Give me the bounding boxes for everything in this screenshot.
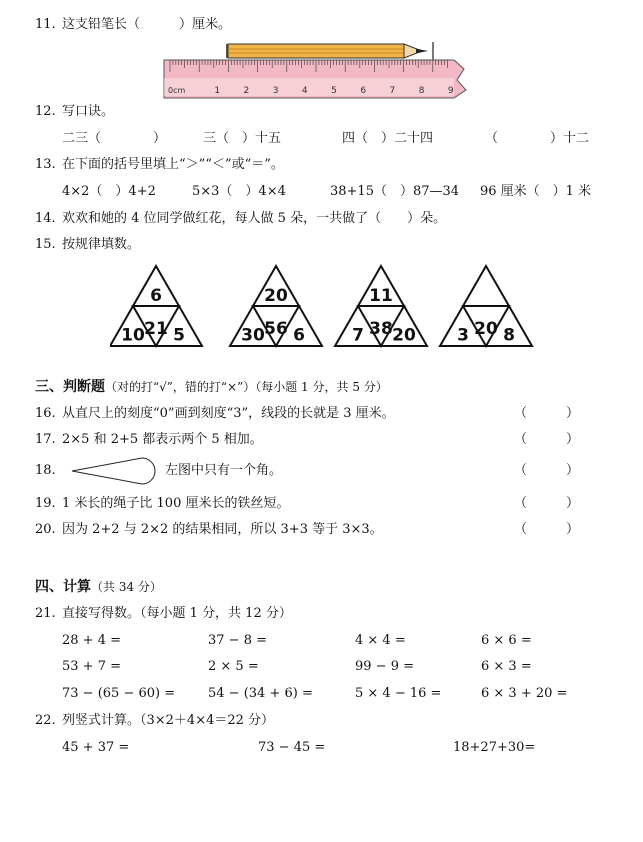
ruler-number-label: 3: [272, 86, 279, 96]
question-text[interactable]: 欢欢和她的 4 位同学做红花，每人做 5 朵，一共做了（ ）朵。: [62, 211, 447, 226]
triangle-puzzles: [110, 260, 550, 350]
number-triangle: [335, 266, 427, 346]
fill-blank-item[interactable]: 四（ ）二十四: [342, 131, 434, 146]
triangle-number-right: 20: [392, 325, 416, 346]
number-triangle: [440, 266, 532, 346]
question-text: 在下面的括号里填上“＞”“＜”或“＝”。: [62, 157, 284, 172]
ruler-number-label: 9: [447, 86, 454, 96]
compare-item[interactable]: 38+15（ ）87—34: [330, 184, 460, 199]
fill-blank-item[interactable]: （ ）十二: [485, 131, 590, 146]
answer-paren[interactable]: （ ）: [514, 522, 580, 537]
compare-item[interactable]: 4×2（ ）4+2: [62, 184, 156, 199]
calc-item[interactable]: 2 × 5 =: [208, 659, 259, 674]
fill-blank-item[interactable]: 二三（ ）: [62, 131, 167, 146]
pencil-ruler-figure: [160, 40, 472, 100]
calc-item[interactable]: 4 × 4 =: [355, 633, 406, 648]
question-text: 1 米长的绳子比 100 厘米长的铁丝短。: [62, 496, 290, 511]
triangle-number-top: 11: [369, 286, 393, 306]
calc-item[interactable]: 6 × 3 =: [481, 659, 532, 674]
triangle-number-left: 7: [352, 325, 364, 346]
vertical-calc-item[interactable]: 73 − 45 =: [258, 740, 326, 755]
triangle-number-right: 8: [503, 325, 515, 346]
calc-item[interactable]: 6 × 3 + 20 =: [481, 686, 568, 701]
answer-paren[interactable]: （ ）: [514, 432, 580, 447]
answer-paren[interactable]: （ ）: [514, 406, 580, 421]
number-triangle: [110, 266, 202, 346]
ruler-zero-label: 0cm: [168, 86, 186, 95]
question-number: 13.: [35, 157, 56, 172]
question-number: 16.: [35, 406, 56, 421]
calc-item[interactable]: 5 × 4 − 16 =: [355, 686, 442, 701]
question-text: 从直尺上的刻度“0”画到刻度“3”，线段的长就是 3 厘米。: [62, 406, 395, 421]
question-number: 15.: [35, 237, 56, 252]
question-text: 左图中只有一个角。: [165, 463, 283, 478]
question-text: 这支铅笔长（ ）厘米。: [62, 17, 232, 32]
ruler-number-label: 4: [301, 86, 308, 96]
ruler-number-label: 2: [243, 86, 250, 96]
section-note: （共 34 分）: [91, 580, 162, 594]
question-number: 14.: [35, 211, 56, 226]
triangle-number-center: 56: [264, 319, 288, 339]
triangle-number-right: 6: [293, 325, 305, 346]
triangle-number-right: 5: [173, 325, 185, 346]
section-title: 三、判断题: [35, 379, 105, 395]
answer-paren[interactable]: （ ）: [514, 496, 580, 511]
calc-item[interactable]: 54 − (34 + 6) =: [208, 686, 313, 701]
compare-item[interactable]: 5×3（ ）4×4: [192, 184, 286, 199]
ruler-icon: [164, 60, 466, 98]
triangle-number-left: 30: [241, 325, 265, 346]
question-text: 因为 2+2 与 2×2 的结果相同，所以 3+3 等于 3×3。: [62, 522, 383, 537]
question-text: 直接写得数。（每小题 1 分，共 12 分）: [62, 606, 292, 621]
question-number: 18.: [35, 463, 56, 478]
number-triangle: [230, 266, 322, 346]
vertical-calc-item[interactable]: 45 + 37 =: [62, 740, 130, 755]
section-note: （对的打“√”，错的打“×”）（每小题 1 分，共 5 分）: [105, 380, 388, 394]
question-text: 按规律填数。: [62, 237, 141, 252]
question-number: 21.: [35, 606, 56, 621]
triangle-number-center: 21: [144, 319, 168, 339]
triangle-number-center: 20: [474, 319, 498, 339]
question-number: 12.: [35, 104, 56, 119]
question-text: 列竖式计算。（3×2＋4×4＝22 分）: [62, 713, 275, 728]
triangle-number-left: 3: [457, 325, 469, 346]
question-number: 20.: [35, 522, 56, 537]
vertical-calc-item[interactable]: 18+27+30=: [453, 740, 536, 755]
ruler-number-label: 5: [331, 86, 337, 96]
fill-blank-item[interactable]: 三（ ）十五: [203, 131, 282, 146]
calc-item[interactable]: 28 + 4 =: [62, 633, 121, 648]
section-heading: [35, 579, 162, 596]
question-text: 2×5 和 2+5 都表示两个 5 相加。: [62, 432, 263, 447]
triangle-number-top: 6: [150, 286, 162, 306]
fan-shape-figure: [70, 455, 165, 487]
answer-paren[interactable]: （ ）: [514, 463, 580, 478]
calc-item[interactable]: 6 × 6 =: [481, 633, 532, 648]
question-number: 17.: [35, 432, 56, 447]
question-number: 22.: [35, 713, 56, 728]
calc-item[interactable]: 37 − 8 =: [208, 633, 267, 648]
calc-item[interactable]: 99 − 9 =: [355, 659, 414, 674]
triangle-number-left: 10: [121, 325, 145, 346]
ruler-number-label: 8: [418, 86, 425, 96]
ruler-number-label: 7: [389, 86, 396, 96]
ruler-number-label: 6: [360, 86, 367, 96]
section-heading: [35, 379, 388, 396]
question-text: 写口诀。: [62, 104, 115, 119]
calc-item[interactable]: 73 − (65 − 60) =: [62, 686, 176, 701]
section-title: 四、计算: [35, 579, 91, 595]
pencil-icon: [226, 42, 433, 62]
triangle-number-top: 20: [264, 286, 288, 306]
ruler-number-label: 1: [214, 86, 221, 96]
question-number: 11.: [35, 17, 56, 32]
compare-item[interactable]: 96 厘米（ ）1 米: [480, 184, 592, 199]
question-number: 19.: [35, 496, 56, 511]
calc-item[interactable]: 53 + 7 =: [62, 659, 121, 674]
triangle-number-center: 38: [369, 319, 393, 339]
